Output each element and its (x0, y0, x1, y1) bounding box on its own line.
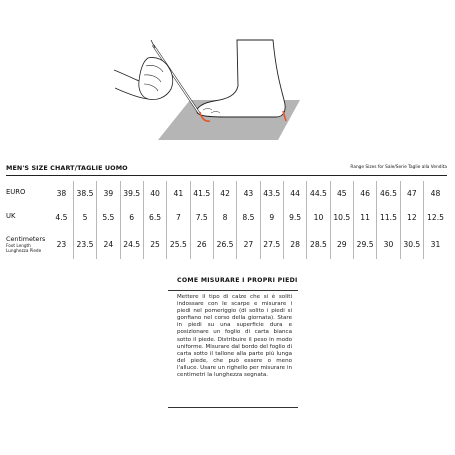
foot-measuring-illustration (0, 0, 455, 160)
cm-cell: 25 (143, 229, 166, 259)
cm-cell: 28 (283, 229, 306, 259)
euro-cell: 46.5 (377, 181, 400, 205)
euro-cell: 47 (400, 181, 423, 205)
uk-cell: 7 (167, 205, 190, 229)
uk-cell: 8 (213, 205, 236, 229)
cm-cell: 28.5 (307, 229, 330, 259)
euro-cell: 40 (143, 181, 166, 205)
lunghezza-piede-label: Lunghezza Piede (6, 247, 42, 253)
foot-outline (197, 40, 285, 117)
cm-cell: 23.5 (73, 229, 96, 259)
range-sizes-note: Range Sizes for Sale/Serie Taglie alla Vendita (350, 165, 447, 170)
cm-cell: 24 (97, 229, 120, 259)
cm-cell: 31 (424, 229, 448, 259)
how-to-measure-text: Mettere il tipo di calze che si è soliti indossare con le scarpe e misurare i piedi nel pomeriggio (di solito i piedi si gonfiano nel corso della giornata). Stare in piedi su una superficie dura e posizionare un foglio di carta bianca sotto il piede. Distribuire il peso in modo uniforme. Misurare dal bordo del foglio di carta sotto il tallone alla parte più lunga del piede, che può essere o meno l'alluce. Usare un righello per misurare in centimetri la lunghezza segnata. (177, 294, 292, 379)
size-table (6, 181, 447, 259)
table-row-euro (6, 181, 447, 205)
euro-cell: 41 (167, 181, 190, 205)
uk-cell: 9 (260, 205, 283, 229)
how-to-divider-top (168, 290, 298, 291)
euro-cell: 44.5 (307, 181, 330, 205)
cm-cell: 30.5 (400, 229, 423, 259)
euro-cell: 41.5 (190, 181, 213, 205)
uk-cell: 6 (120, 205, 143, 229)
how-to-measure-title: COME MISURARE I PROPRI PIEDI (177, 277, 298, 284)
euro-cell: 48 (424, 181, 448, 205)
foot-length-label: Foot Length (6, 242, 31, 248)
centimeters-label: Centimeters (6, 234, 46, 243)
how-to-divider-bottom (168, 407, 298, 408)
cm-cell: 27 (237, 229, 260, 259)
euro-cell: 43.5 (260, 181, 283, 205)
uk-cell: 12 (400, 205, 423, 229)
uk-cell: 10.5 (330, 205, 353, 229)
cm-cell: 26.5 (213, 229, 236, 259)
cm-cell: 25.5 (167, 229, 190, 259)
uk-cell: 7.5 (190, 205, 213, 229)
euro-cell: 42 (213, 181, 236, 205)
euro-cell: 39.5 (120, 181, 143, 205)
cm-cell: 27.5 (260, 229, 283, 259)
row-label-euro: EURO (6, 188, 26, 197)
euro-cell: 38.5 (73, 181, 96, 205)
cm-cell: 24.5 (120, 229, 143, 259)
euro-cell: 38 (56, 188, 67, 198)
cm-cell: 26 (190, 229, 213, 259)
cm-cell: 29.5 (353, 229, 376, 259)
size-chart-title: MEN'S SIZE CHART/TAGLIE UOMO (6, 164, 128, 172)
uk-cell: 11 (353, 205, 376, 229)
row-label-centimeters (6, 229, 50, 259)
uk-cell: 8.5 (237, 205, 260, 229)
title-divider (6, 175, 447, 176)
euro-cell: 44 (283, 181, 306, 205)
euro-cell: 45 (330, 181, 353, 205)
uk-cell: 9.5 (283, 205, 306, 229)
table-row-uk (6, 205, 447, 229)
euro-cell: 46 (353, 181, 376, 205)
table-row-centimeters (6, 229, 447, 259)
hand-outline (139, 57, 173, 99)
euro-cell: 43 (237, 181, 260, 205)
cm-cell: 29 (330, 229, 353, 259)
uk-cell: 12.5 (424, 205, 448, 229)
uk-cell: 11.5 (377, 205, 400, 229)
uk-cell: 5 (73, 205, 96, 229)
euro-cell: 39 (97, 181, 120, 205)
cm-cell: 23 (56, 239, 67, 249)
uk-cell: 5.5 (97, 205, 120, 229)
uk-cell: 6.5 (143, 205, 166, 229)
row-label-uk: UK (6, 212, 16, 221)
cm-cell: 30 (377, 229, 400, 259)
uk-cell: 4.5 (55, 212, 68, 222)
uk-cell: 10 (307, 205, 330, 229)
